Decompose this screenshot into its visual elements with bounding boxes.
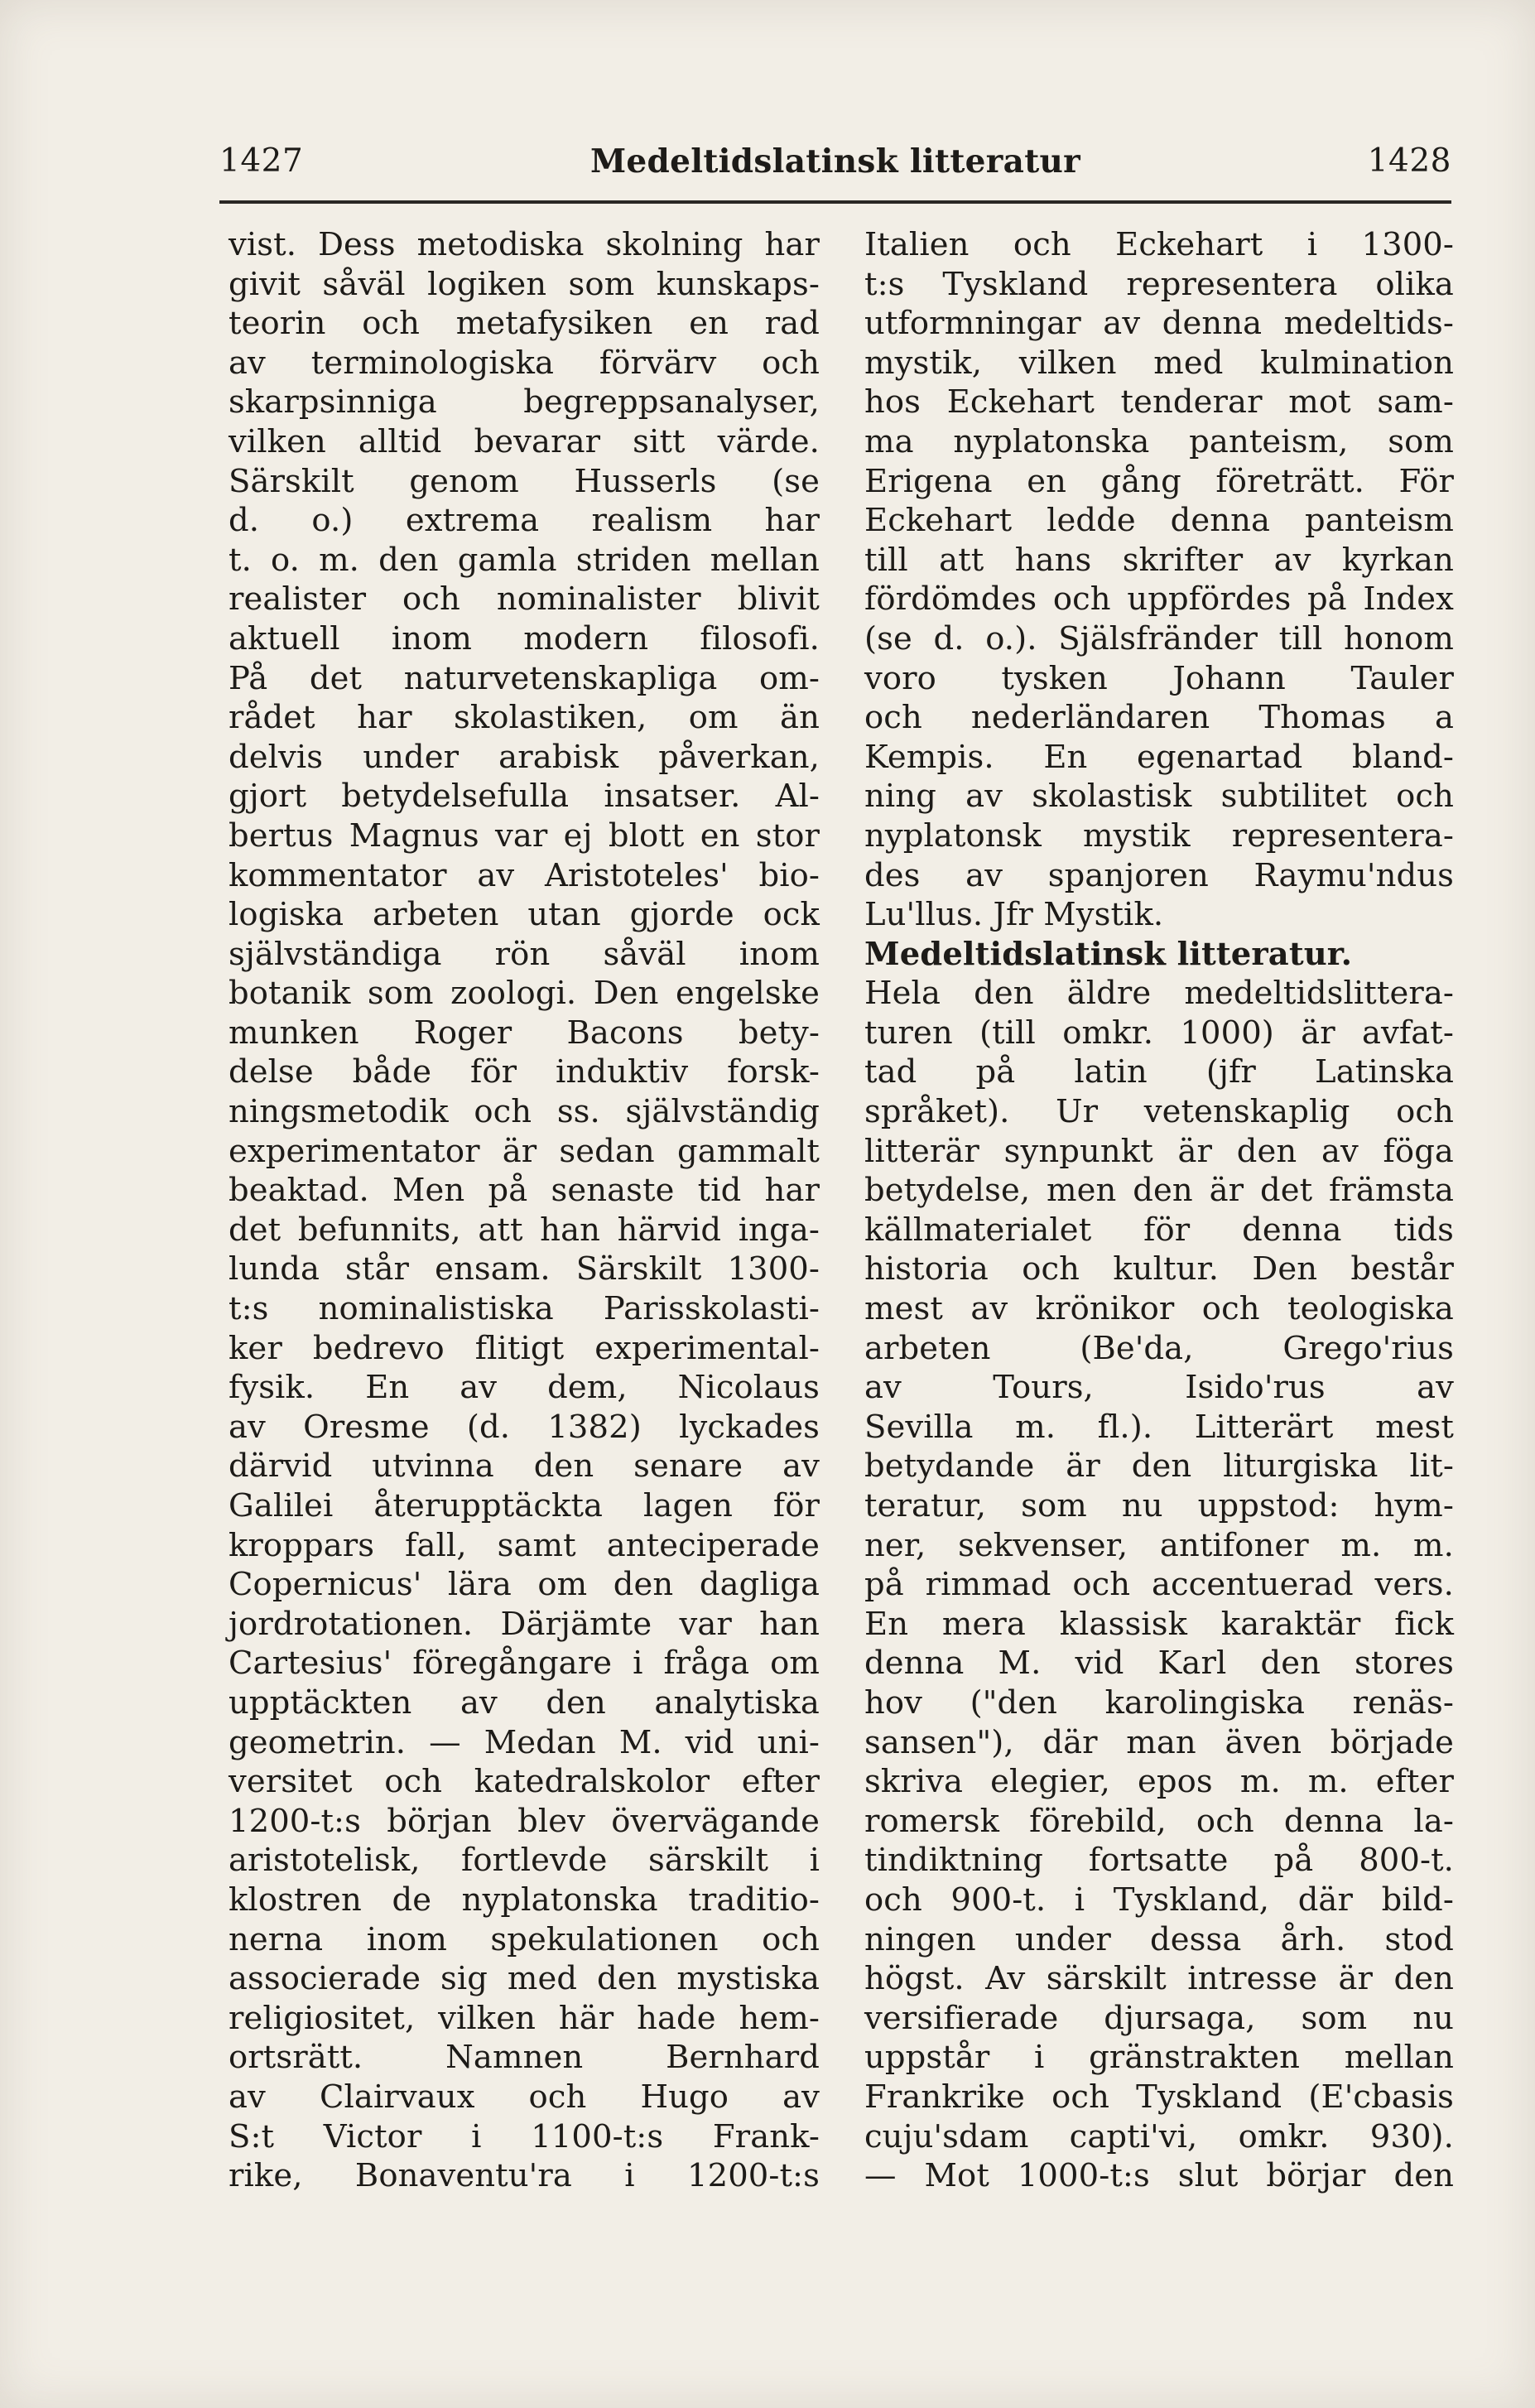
- text-line: kommentator av Aristoteles' bio-: [229, 856, 820, 894]
- text-line: av Clairvaux och Hugo av: [229, 2078, 820, 2116]
- text-line: munken Roger Bacons bety-: [229, 1014, 820, 1052]
- text-line: delvis under arabisk påverkan,: [229, 738, 820, 776]
- text-line: Frankrike och Tyskland (E'cbasis: [864, 2078, 1454, 2116]
- text-line: uppstår i gränstrakten mellan: [864, 2039, 1454, 2077]
- text-line: av Oresme (d. 1382) lyckades: [229, 1408, 820, 1446]
- text-line: ningen under dessa årh. stod: [864, 1920, 1454, 1958]
- text-line: hos Eckehart tenderar mot sam-: [864, 383, 1454, 421]
- text-line: teratur, som nu uppstod: hym-: [864, 1487, 1454, 1524]
- page-header: [219, 132, 1451, 190]
- text-line: hov ("den karolingiska renäs-: [864, 1683, 1454, 1722]
- text-line: versitet och katedralskolor efter: [229, 1763, 820, 1801]
- text-line: upptäckten av den analytiska: [229, 1683, 820, 1722]
- text-line: des av spanjoren Raymu'ndus: [864, 856, 1454, 894]
- text-line: beaktad. Men på senaste tid har: [229, 1172, 820, 1210]
- text-line: Italien och Eckehart i 1300-: [864, 226, 1454, 263]
- text-line: voro tysken Johann Tauler: [864, 659, 1454, 697]
- text-line: vilken alltid bevarar sitt värde.: [229, 422, 820, 460]
- text-line: högst. Av särskilt intresse är den: [864, 1960, 1454, 1998]
- text-line: ningsmetodik och ss. självständig: [229, 1093, 820, 1131]
- left-column: [229, 225, 820, 2196]
- text-line: 1200-t:s början blev övervägande: [229, 1802, 820, 1840]
- text-line: betydande är den liturgiska lit-: [864, 1447, 1454, 1486]
- text-line: aristotelisk, fortlevde särskilt i: [229, 1842, 820, 1880]
- article-heading: Medeltidslatinsk litteratur.: [864, 935, 1353, 973]
- text-line: experimentator är sedan gammalt: [229, 1132, 820, 1170]
- page-number-left: 1427: [219, 142, 304, 180]
- text-line: och nederländaren Thomas a: [864, 699, 1454, 737]
- text-line: logiska arbeten utan gjorde ock: [229, 896, 820, 934]
- text-line: (se d. o.). Själsfränder till honom: [864, 619, 1454, 657]
- text-line: Eckehart ledde denna panteism: [864, 502, 1454, 540]
- text-line: mest av krönikor och teologiska: [864, 1290, 1454, 1328]
- text-line: rike, Bonaventu'ra i 1200-t:s: [229, 2157, 820, 2195]
- text-line: fördömdes och uppfördes på Index: [864, 580, 1454, 619]
- text-line: associerade sig med den mystiska: [229, 1960, 820, 1998]
- text-line: sansen"), där man även började: [864, 1723, 1454, 1761]
- text-line: realister och nominalister blivit: [229, 580, 820, 619]
- text-line: av Tours, Isido'rus av: [864, 1369, 1454, 1407]
- text-line: versifierade djursaga, som nu: [864, 1999, 1454, 2037]
- text-line: givit såväl logiken som kunskaps-: [229, 265, 820, 303]
- text-line: turen (till omkr. 1000) är avfat-: [864, 1014, 1454, 1052]
- text-line: källmaterialet för denna tids: [864, 1211, 1454, 1249]
- text-line: tindiktning fortsatte på 800-t.: [864, 1842, 1454, 1880]
- text-line: kroppars fall, samt anteciperade: [229, 1526, 820, 1564]
- text-line: d. o.) extrema realism har: [229, 502, 820, 540]
- text-line: cuju'sdam capti'vi, omkr. 930).: [864, 2117, 1454, 2155]
- text-line: fysik. En av dem, Nicolaus: [229, 1369, 820, 1407]
- text-line: nerna inom spekulationen och: [229, 1920, 820, 1958]
- text-line: arbeten (Be'da, Grego'rius: [864, 1329, 1454, 1367]
- text-line: Copernicus' lära om den dagliga: [229, 1566, 820, 1604]
- text-line: klostren de nyplatonska traditio-: [229, 1881, 820, 1919]
- text-line: gjort betydelsefulla insatser. Al-: [229, 778, 820, 816]
- text-line: romersk förebild, och denna la-: [864, 1802, 1454, 1840]
- text-line: och 900-t. i Tyskland, där bild-: [864, 1881, 1454, 1919]
- text-line: S:t Victor i 1100-t:s Frank-: [229, 2117, 820, 2155]
- text-line: litterär synpunkt är den av föga: [864, 1132, 1454, 1170]
- text-line: På det naturvetenskapliga om-: [229, 659, 820, 697]
- text-line: religiositet, vilken här hade hem-: [229, 1999, 820, 2037]
- text-line: jordrotationen. Därjämte var han: [229, 1605, 820, 1643]
- text-line: därvid utvinna den senare av: [229, 1447, 820, 1486]
- text-line: Galilei återupptäckta lagen för: [229, 1487, 820, 1524]
- text-line: t. o. m. den gamla striden mellan: [229, 541, 820, 579]
- text-line: lunda står ensam. Särskilt 1300-: [229, 1250, 820, 1288]
- text-line: botanik som zoologi. Den engelske: [229, 975, 820, 1013]
- text-line: på rimmad och accentuerad vers.: [864, 1566, 1454, 1604]
- text-line: Cartesius' föregångare i fråga om: [229, 1645, 820, 1683]
- text-line: aktuell inom modern filosofi.: [229, 619, 820, 657]
- text-line: delse både för induktiv forsk-: [229, 1053, 820, 1091]
- text-line: ma nyplatonska panteism, som: [864, 422, 1454, 460]
- text-line: t:s Tyskland representera olika: [864, 265, 1454, 303]
- text-line: skarpsinniga begreppsanalyser,: [229, 383, 820, 421]
- text-line: Erigena en gång företrätt. För: [864, 462, 1454, 500]
- header-rule: [219, 200, 1451, 204]
- text-line: Sevilla m. fl.). Litterärt mest: [864, 1408, 1454, 1446]
- text-line: ning av skolastisk subtilitet och: [864, 778, 1454, 816]
- text-line: geometrin. — Medan M. vid uni-: [229, 1723, 820, 1761]
- text-line: teorin och metafysiken en rad: [229, 305, 820, 343]
- right-column: [864, 225, 1454, 2196]
- text-line: — Mot 1000-t:s slut börjar den: [864, 2157, 1454, 2195]
- text-line: En mera klassisk karaktär fick: [864, 1605, 1454, 1643]
- text-line: ortsrätt. Namnen Bernhard: [229, 2039, 820, 2077]
- text-line: t:s nominalistiska Parisskolasti-: [229, 1290, 820, 1328]
- text-line: Lu'llus. Jfr Mystik.: [864, 896, 1164, 934]
- page-number-right: 1428: [1367, 142, 1451, 180]
- text-line: av terminologiska förvärv och: [229, 344, 820, 382]
- text-line: historia och kultur. Den består: [864, 1250, 1454, 1288]
- text-line: tad på latin (jfr Latinska: [864, 1053, 1454, 1091]
- text-line: det befunnits, att han härvid inga-: [229, 1211, 820, 1249]
- text-line: rådet har skolastiken, om än: [229, 699, 820, 737]
- text-line: ner, sekvenser, antifoner m. m.: [864, 1526, 1454, 1564]
- text-line: mystik, vilken med kulmination: [864, 344, 1454, 382]
- running-title: Medeltidslatinsk litteratur: [589, 142, 1081, 181]
- text-line: denna M. vid Karl den stores: [864, 1645, 1454, 1683]
- text-line: Särskilt genom Husserls (se: [229, 462, 820, 500]
- text-line: Kempis. En egenartad bland-: [864, 738, 1454, 776]
- text-line: skriva elegier, epos m. m. efter: [864, 1763, 1454, 1801]
- text-line: Hela den äldre medeltidslittera-: [864, 975, 1454, 1013]
- text-line: till att hans skrifter av kyrkan: [864, 541, 1454, 579]
- text-line: nyplatonsk mystik representera-: [864, 816, 1454, 855]
- text-line: utformningar av denna medeltids-: [864, 305, 1454, 343]
- text-line: språket). Ur vetenskaplig och: [864, 1093, 1454, 1131]
- text-line: bertus Magnus var ej blott en stor: [229, 816, 820, 855]
- text-line: vist. Dess metodiska skolning har: [229, 226, 820, 263]
- text-line: självständiga rön såväl inom: [229, 935, 820, 973]
- text-line: ker bedrevo flitigt experimental-: [229, 1329, 820, 1367]
- text-line: betydelse, men den är det främsta: [864, 1172, 1454, 1210]
